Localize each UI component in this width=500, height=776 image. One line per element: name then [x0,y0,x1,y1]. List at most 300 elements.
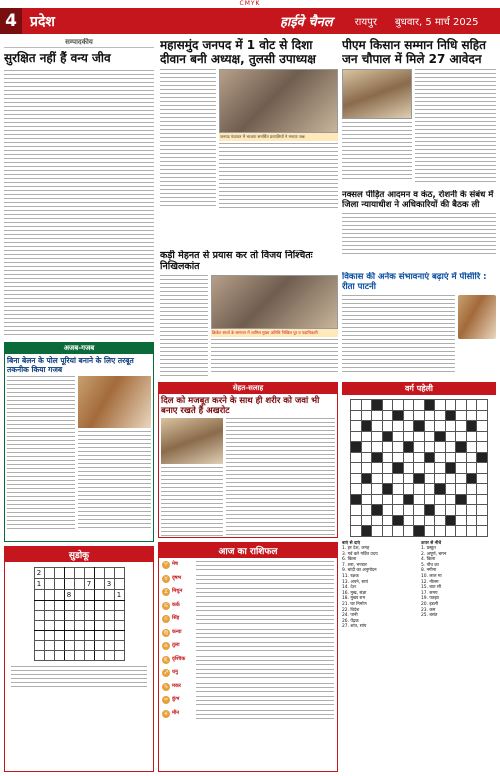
sudoku-cell [64,651,74,661]
pm-kisan-body-left [342,122,412,182]
crossword-cell [361,526,372,537]
crossword-cell [403,400,414,411]
across-clue: 21. घर निर्माण [342,602,367,608]
zodiac-icon: ♋ [163,602,169,609]
crossword-cell [445,515,456,526]
crossword-cell [466,410,477,421]
crossword-cell [424,463,435,474]
sudoku-cell [104,641,114,651]
crossword-cell [414,505,425,516]
sudoku-cell [74,621,84,631]
crossword-cell [361,410,372,421]
crossword-cell [403,410,414,421]
crossword-cell [414,515,425,526]
sudoku-cell [104,651,114,661]
zodiac-name: तुला [172,642,180,648]
crossword-grid [350,399,488,537]
sudoku-cell [54,568,64,579]
zodiac-forecast [196,683,334,695]
recipe-body-left [7,376,75,531]
across-clue: 24. पानी [342,613,358,619]
crossword-cell [414,452,425,463]
sudoku-cell [34,601,44,611]
zodiac-forecast [196,642,334,654]
zodiac-icon: ♊ [163,589,169,595]
women-day-headline: विकास की अनेक संभावनाएं बढ़ाएं में पीसीरि : रीता पाटनी [342,272,487,292]
sudoku-cell [104,631,114,641]
crossword-cell [382,400,393,411]
section-title: प्रदेश [30,13,55,30]
crossword-cell [403,505,414,516]
crossword-cell [351,484,362,495]
sudoku-cell: 2 [34,568,44,579]
karhi-photo [211,275,338,329]
crossword-cell [403,442,414,453]
crossword-cell [466,484,477,495]
crossword-cell [414,421,425,432]
lead-body-right [219,143,338,209]
sudoku-grid [34,567,125,661]
across-clue: 7. शरा, भण्डार [342,562,367,568]
crossword-cell [445,505,456,516]
crossword-cell [372,473,383,484]
sudoku-title: सुडोकू [5,547,153,562]
editorial-headline: सुरक्षित नहीं हैं वन्य जीव [4,51,111,65]
sudoku-cell: 8 [64,590,74,601]
across-clue: 16. मुख, संज्ञा [342,590,367,596]
crossword-cell [456,505,467,516]
crossword-cell [435,473,446,484]
crossword-cell [372,400,383,411]
crossword-cell [361,484,372,495]
sudoku-cell [34,651,44,661]
crossword-cell [424,442,435,453]
crossword-cell [393,515,404,526]
zodiac-forecast [196,602,334,614]
across-clue: 6. किला [342,557,357,563]
zodiac-row [162,683,334,695]
crossword-cell [456,410,467,421]
page-header [0,8,500,34]
crossword-cell [351,494,362,505]
zodiac-forecast [196,561,334,573]
crossword-cell [414,463,425,474]
sudoku-cell: 7 [84,579,94,590]
cmyk-marker: CMYK [0,0,500,8]
sudoku-cell [74,611,84,621]
crossword-box [342,382,496,772]
sudoku-cell: 1 [34,579,44,590]
pm-kisan-body-right [415,69,496,182]
lead-body-left [160,69,216,209]
crossword-cell [477,473,488,484]
page-number: 4 [0,8,22,34]
sudoku-cell [64,601,74,611]
naxal-body [342,213,496,257]
zodiac-forecast [196,575,334,587]
crossword-cell [477,463,488,474]
pm-kisan-story [342,38,496,188]
sudoku-cell [114,579,124,590]
down-clue: 15. बात सी [421,585,442,591]
crossword-cell [414,431,425,442]
sudoku-cell [84,651,94,661]
down-title: ऊपर से नीचे [421,540,442,546]
down-clue: 12. नीलम [421,579,439,585]
sudoku-cell [74,651,84,661]
crossword-cell [477,400,488,411]
crossword-cell [424,421,435,432]
sudoku-cell [54,631,64,641]
sudoku-cell [64,631,74,641]
sudoku-cell [44,651,54,661]
sudoku-cell [114,601,124,611]
crossword-cell [403,431,414,442]
crossword-cell [403,473,414,484]
crossword-cell [351,400,362,411]
crossword-cell [372,452,383,463]
zodiac-row [162,561,334,573]
zodiac-forecast [196,696,334,708]
crossword-cell [361,494,372,505]
zodiac-icon: ♐ [163,670,169,676]
down-clue: 10. लाल मा [421,574,442,580]
health-section: सेहत-सलाह [159,383,337,394]
karhi-photo-caption: क्रिकेट स्पर्धा के समापन में शामिल मुख्य अतिथि निखिल पुर व पदाधिकारी [211,329,338,337]
sudoku-cell [74,568,84,579]
walnut-photo [161,418,223,464]
zodiac-name: मेष [172,561,178,567]
crossword-cell [456,452,467,463]
crossword-cell [393,452,404,463]
crossword-cell [477,515,488,526]
crossword-cell [372,505,383,516]
crossword-cell [414,473,425,484]
crossword-cell [466,400,477,411]
zodiac-forecast [196,656,334,668]
crossword-cell [351,410,362,421]
crossword-cell [372,484,383,495]
crossword-cell [361,473,372,484]
sudoku-cell [94,579,104,590]
zodiac-icon: ♍ [163,629,169,636]
crossword-cell [351,473,362,484]
crossword-cell [382,494,393,505]
crossword-cell [435,494,446,505]
karhi-headline: कड़ी मेहनत से प्रयास कर तो विजय निश्चितः निखिलकांत [160,250,313,272]
crossword-cell [361,400,372,411]
sudoku-cell [44,568,54,579]
crossword-cell [445,431,456,442]
sudoku-cell [104,590,114,601]
zodiac-icon: ♌ [163,616,169,622]
sudoku-cell: 1 [114,590,124,601]
sudoku-cell: 3 [104,579,114,590]
down-clue: 17. समय [421,590,438,596]
sudoku-cell [54,590,64,601]
zodiac-icon: ♑ [163,683,169,690]
sudoku-cell [104,611,114,621]
crossword-cell [393,526,404,537]
sudoku-cell [34,590,44,601]
crossword-cell [466,463,477,474]
crossword-cell [361,515,372,526]
zodiac-name: धनु [172,669,178,675]
karhi-body-right [211,339,338,375]
crossword-cell [351,421,362,432]
crossword-cell [351,442,362,453]
across-title: बाएं से दाएं [342,540,360,546]
sudoku-cell [104,621,114,631]
crossword-cell [361,452,372,463]
crossword-title: वर्ग पहेली [342,382,496,395]
down-clues [421,541,496,631]
crossword-cell [456,431,467,442]
crossword-cell [361,421,372,432]
sudoku-cell [94,631,104,641]
down-clue: 8. नगीना [421,568,437,574]
sudoku-cell [74,590,84,601]
crossword-cell [361,442,372,453]
sudoku-cell [84,621,94,631]
crossword-cell [445,400,456,411]
women-day-story [342,272,496,378]
sudoku-cell [74,601,84,611]
zodiac-icon: ♉ [163,575,169,582]
sudoku-instructions [11,666,147,690]
crossword-cell [435,410,446,421]
edition-city: रायपुर [354,17,377,28]
crossword-cell [393,400,404,411]
crossword-cell [382,484,393,495]
women-day-portrait [458,295,496,339]
crossword-cell [456,442,467,453]
crossword-cell [435,431,446,442]
editorial-kicker: सम्पादकीय [4,38,154,48]
zodiac-name: मिथुन [172,588,183,594]
crossword-cell [424,452,435,463]
lead-story [160,38,338,248]
crossword-cell [414,526,425,537]
sudoku-cell [104,568,114,579]
crossword-cell [466,505,477,516]
crossword-cell [456,473,467,484]
crossword-cell [435,526,446,537]
crossword-cell [466,452,477,463]
sudoku-cell [34,641,44,651]
sudoku-cell [54,651,64,661]
crossword-cell [445,410,456,421]
crossword-cell [424,505,435,516]
sudoku-cell [54,601,64,611]
crossword-cell [403,452,414,463]
crossword-cell [424,494,435,505]
zodiac-name: सिंह [172,615,180,621]
zodiac-name: मीन [172,709,180,716]
sudoku-cell [44,590,54,601]
sudoku-cell [114,641,124,651]
recipe-body-right [78,431,151,529]
horoscope-box [158,542,338,772]
down-clue: 25. बसंत [421,613,438,619]
sudoku-cell [84,631,94,641]
crossword-cell [414,410,425,421]
crossword-cell [372,515,383,526]
crossword-cell [456,421,467,432]
edition-date: बुधवार, 5 मार्च 2025 [394,17,479,28]
women-day-body [342,295,455,373]
editorial-column [4,38,154,338]
crossword-cell [372,431,383,442]
zodiac-icon: ♒ [163,697,169,703]
sudoku-cell [114,631,124,641]
crossword-cell [403,484,414,495]
zodiac-row [162,656,334,668]
zodiac-icon: ♈ [163,562,169,568]
crossword-cell [477,442,488,453]
sudoku-cell [94,568,104,579]
zodiac-name: कुंभ [172,696,180,702]
crossword-cell [435,442,446,453]
karhi-body-left [160,275,208,378]
crossword-cell [393,494,404,505]
zodiac-icon: ♓ [163,710,169,717]
crossword-cell [456,400,467,411]
crossword-cell [372,421,383,432]
crossword-cell [351,452,362,463]
sudoku-cell [34,611,44,621]
sudoku-cell [44,601,54,611]
sudoku-cell [54,611,64,621]
crossword-cell [477,494,488,505]
crossword-cell [466,515,477,526]
zodiac-forecast [196,669,334,681]
naxal-headline: नक्सल पीड़ित आदमन व कंठ, रोशनी के संबंध में जिला न्यायाधीश ने अधिकारियों की बैठक ली [342,190,494,210]
sudoku-cell [114,621,124,631]
crossword-cell [361,431,372,442]
crossword-cell [382,473,393,484]
crossword-cell [351,505,362,516]
crossword-cell [372,410,383,421]
crossword-cell [393,505,404,516]
zodiac-row [162,615,334,627]
zodiac-icon: ♏ [163,656,169,663]
zodiac-forecast [196,615,334,627]
crossword-cell [351,515,362,526]
recipe-photo [78,376,151,428]
lead-photo-caption: जनपद पंचायत में भाजपा समर्थित प्रत्याशियों ने मनाया जश्न [219,133,338,141]
zodiac-name: वृश्चिक [172,655,186,662]
crossword-cell [466,494,477,505]
crossword-cell [435,463,446,474]
zodiac-name: वृषभ [172,574,182,581]
across-clue: 26. पेंद्रक [342,618,359,624]
sudoku-cell [94,641,104,651]
sudoku-cell [114,568,124,579]
crossword-cell [477,484,488,495]
crossword-cell [382,410,393,421]
crossword-cell [414,484,425,495]
crossword-cell [382,452,393,463]
crossword-cell [403,526,414,537]
crossword-cell [393,442,404,453]
sudoku-cell [34,631,44,641]
health-headline: दिल को मजबूत करने के साथ ही शरीर को जवां भी बनाए रखते हैं अखरोट [161,396,320,416]
zodiac-row [162,669,334,681]
crossword-cell [393,484,404,495]
crossword-cell [382,463,393,474]
across-clue: 22. विदेश [342,607,360,613]
crossword-cell [424,473,435,484]
crossword-cell [424,484,435,495]
zodiac-row [162,588,334,600]
down-clue: 20. इडली [421,602,438,608]
crossword-cell [435,400,446,411]
health-body-right [226,418,335,538]
crossword-cell [466,431,477,442]
sudoku-cell [84,601,94,611]
sudoku-cell [54,579,64,590]
crossword-cell [456,526,467,537]
sudoku-cell [44,641,54,651]
crossword-cell [424,400,435,411]
sudoku-cell [94,611,104,621]
crossword-cell [456,463,467,474]
crossword-cell [466,473,477,484]
sudoku-cell [64,568,74,579]
across-clue: 9. चांदी का अनुमोदन [342,568,377,574]
crossword-cell [372,494,383,505]
crossword-cell [351,526,362,537]
sudoku-cell [74,579,84,590]
down-clue: 19. पतझा [421,596,439,602]
zodiac-row [162,696,334,708]
sudoku-cell [94,651,104,661]
sudoku-cell [94,601,104,611]
crossword-cell [414,400,425,411]
crossword-cell [351,463,362,474]
pm-kisan-photo [342,69,412,119]
crossword-cell [477,421,488,432]
crossword-cell [466,526,477,537]
crossword-cell [445,526,456,537]
sudoku-box [4,546,154,772]
crossword-cell [382,442,393,453]
sudoku-cell [74,631,84,641]
crossword-cell [445,442,456,453]
across-clue: 27. शांत, सांय [342,624,367,630]
zodiac-row [162,602,334,614]
crossword-cell [424,526,435,537]
crossword-cell [477,431,488,442]
across-clue: 1. हर देश, जगह [342,546,370,552]
down-clue: 23. कम [421,607,436,613]
crossword-cell [372,526,383,537]
zodiac-forecast [196,710,334,722]
zodiac-row [162,710,334,722]
sudoku-cell [84,641,94,651]
down-clue: 4. किला [421,557,436,563]
sudoku-cell [64,611,74,621]
crossword-cell [372,442,383,453]
crossword-cell [382,505,393,516]
across-clue: 3. गर्व करे गर्वित उदय [342,551,378,557]
crossword-cell [382,526,393,537]
across-clues [342,541,417,631]
zodiac-row [162,629,334,641]
sudoku-cell [44,631,54,641]
crossword-cell [414,442,425,453]
